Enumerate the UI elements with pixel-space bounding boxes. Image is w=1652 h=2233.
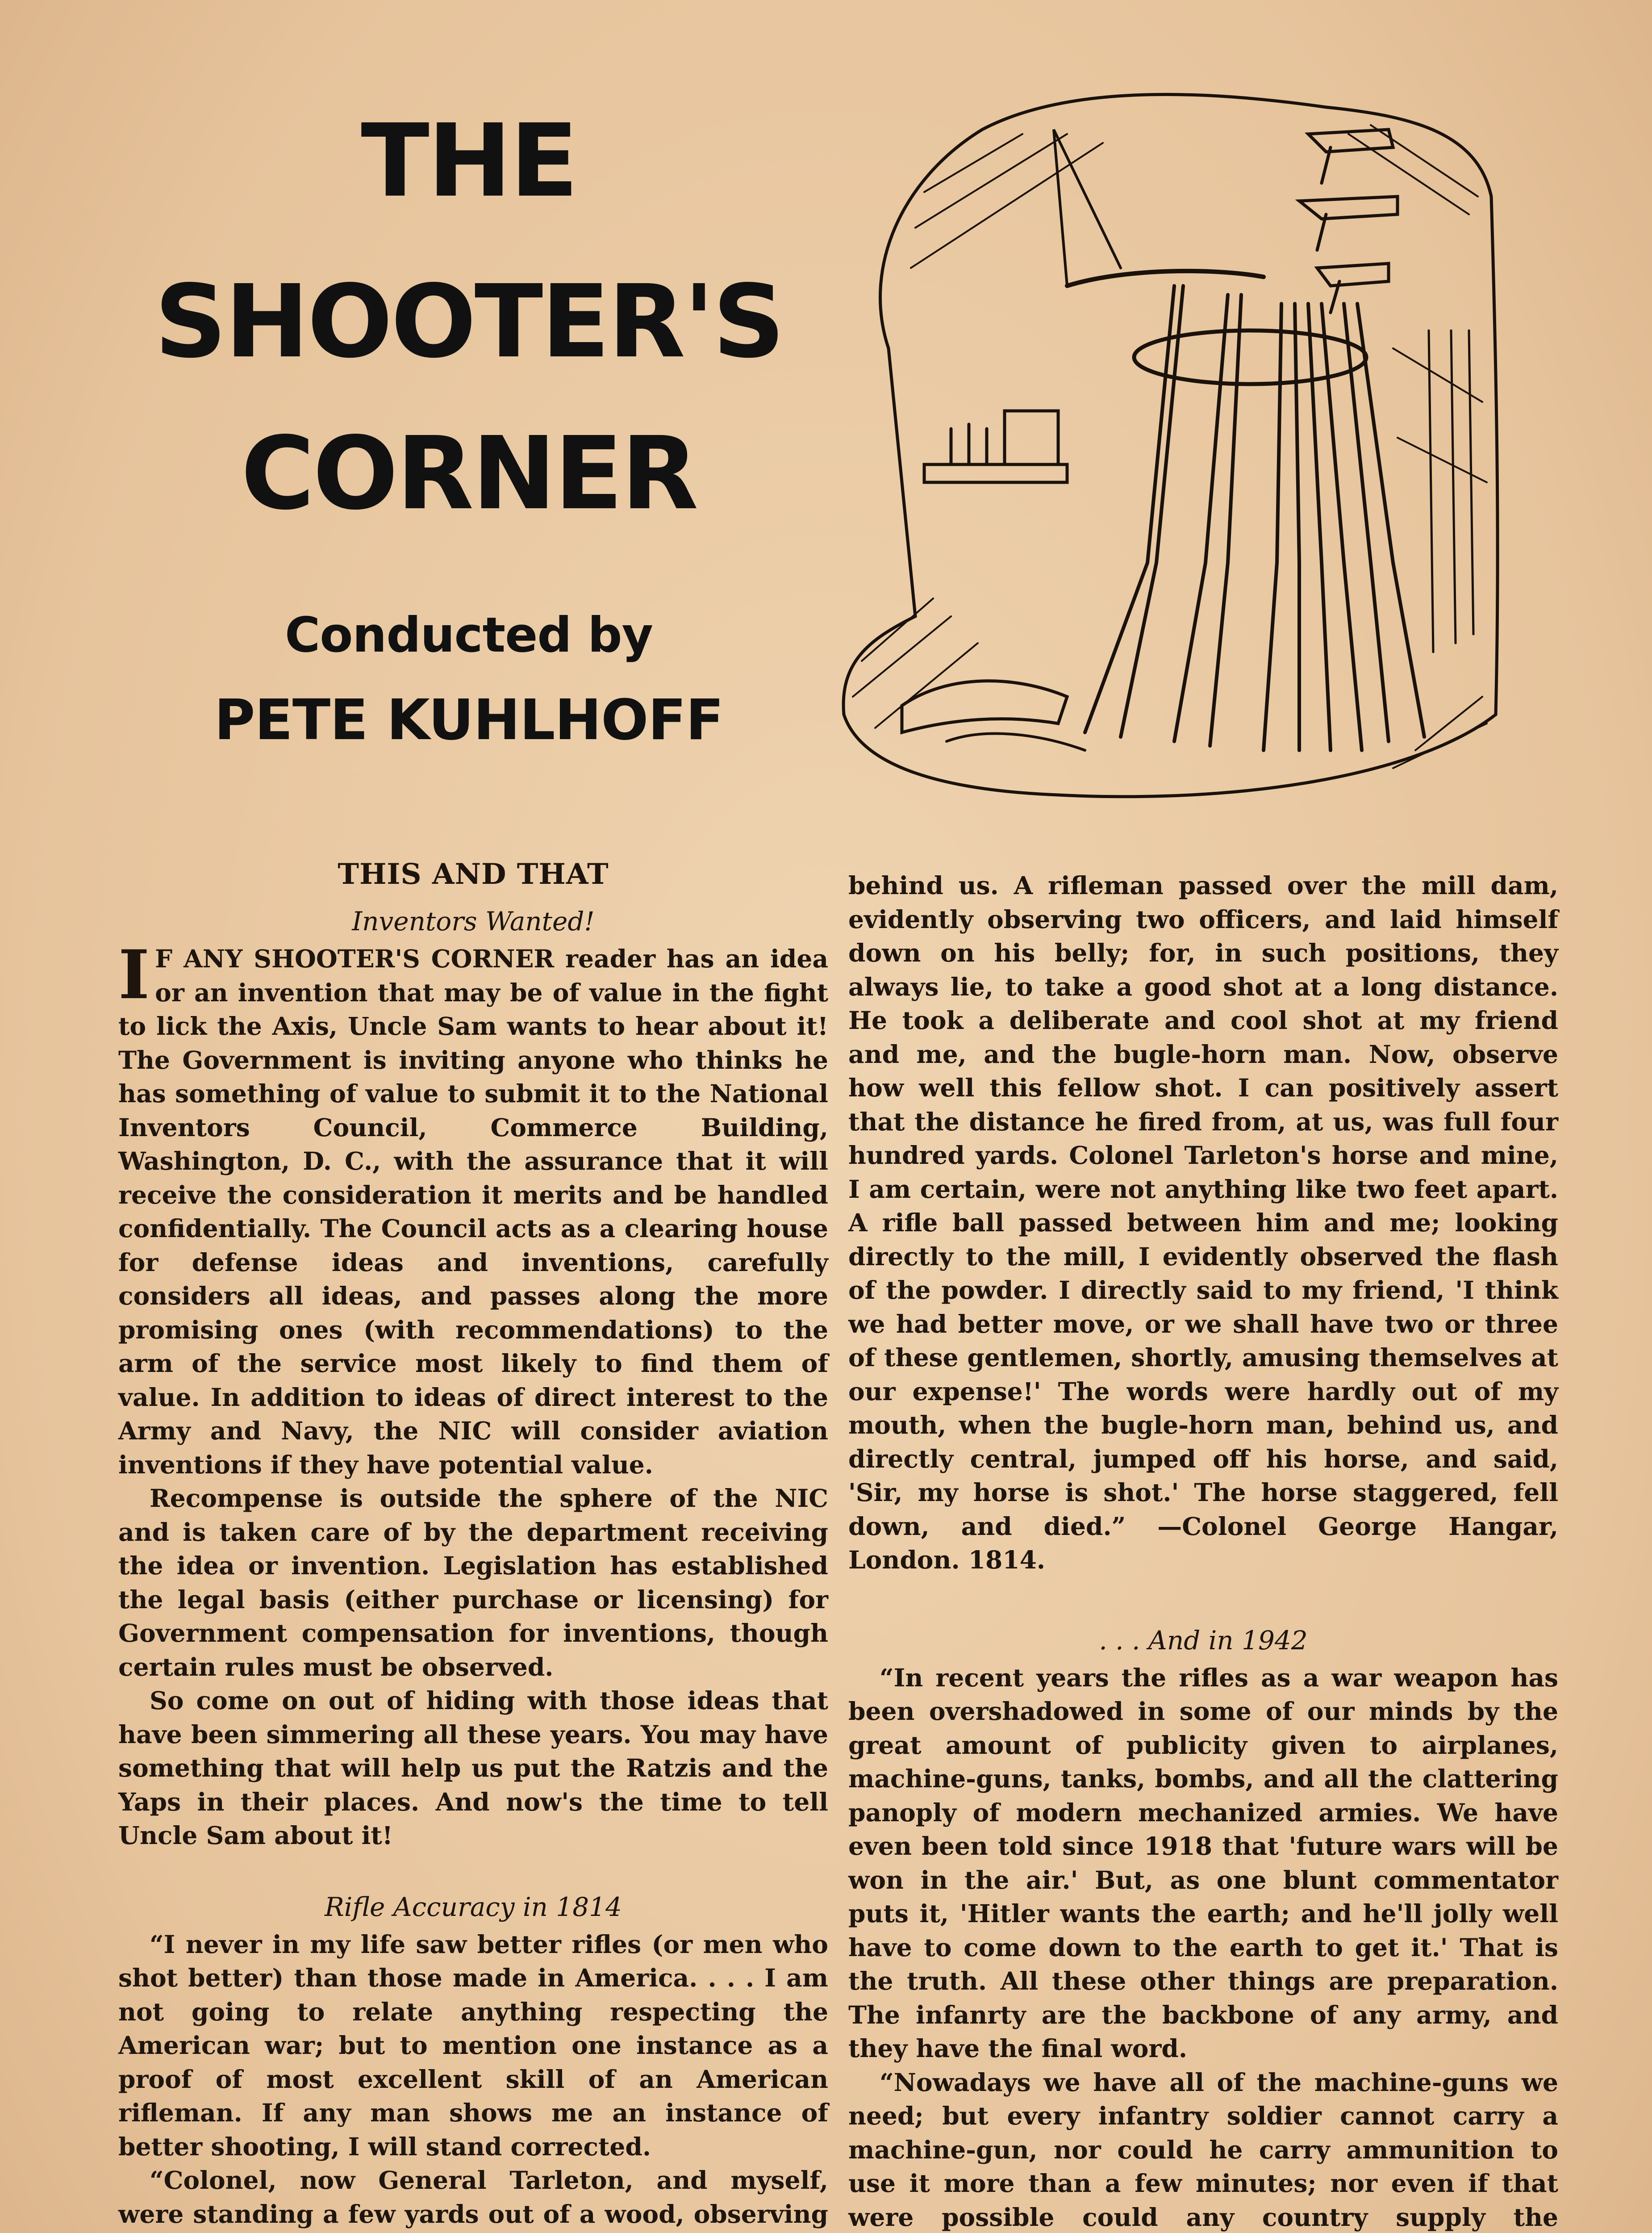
heading-inventors-wanted: Inventors Wanted! xyxy=(352,906,595,937)
rifle-paragraph-1: “I never in my life saw better rifles (or men who shot better) than those made in America. . . . I am not going to relate anything respecting the American war; but to mention one instance as a proof of most excellent skill of an American rifleman. If any man shows me an instance of better shooting, I will stand corrected. xyxy=(118,1929,828,2161)
left-column xyxy=(118,849,828,2233)
gun-rack-illustration xyxy=(835,80,1505,813)
right-column xyxy=(848,869,1558,2233)
title-line-3: CORNER xyxy=(241,415,697,532)
byline-author: PETE KUHLHOFF xyxy=(214,688,724,753)
1942-paragraph-1: “In recent years the rifles as a war weapon has been overshadowed in some of our minds by the great amount of publicity given to airplanes, machine-guns, tanks, bombs, and all the clattering panoply of modern mechanized armies. We have even been told since 1918 that 'future wars will be won in the air.' But, as one blunt commentator puts it, 'Hitler wants the earth; and he'll jolly well have to come down to the earth to get it.' That is the truth. All these other things are preparation. The infanrty are the backbone of any army, and they have the final word. xyxy=(848,1663,1558,2063)
drop-cap: I xyxy=(118,936,150,1014)
heading-rifle-accuracy-1814: Rifle Accuracy in 1814 xyxy=(325,1891,622,1922)
inventors-paragraph-3: So come on out of hiding with those ideas that have been simmering all these years. You may have something that will help us put the Ratzis and the Yaps in their places. And now's the time to tell Uncle Sam about it! xyxy=(118,1686,828,1850)
inventors-paragraph-2: Recompense is outside the sphere of the NIC and is taken care of by the department receiving the idea or invention. Legislation has established the legal basis (either purchase or licensing) for Government compensation for inventions, though certain rules must be observed. xyxy=(118,1484,828,1681)
inventors-paragraph-1 xyxy=(118,936,828,1481)
inventors-paragraph-1-text: F ANY SHOOTER'S CORNER reader has an idea or an invention that may be of value in the fight to lick the Axis, Uncle Sam wants to hear about it! The Government is inviting anyone who thinks he has something of value to submit it to the National Inventors Council, Commerce Building, Washington, D. C., with the assurance that it will receive the consideration it merits and be handled confidentially. The Council acts as a clearing house for defense ideas and inventions, carefully considers all ideas, and passes along the more promising ones (with recommendations) to the arm of the service most likely to find them of value. In addition to ideas of direct interest to the Army and Navy, the NIC will consider aviation inventions if they have potential value. xyxy=(118,944,828,1479)
heading-and-in-1942: . . . And in 1942 xyxy=(1099,1625,1308,1656)
1942-paragraph-2: “Nowadays we have all of the machine-guns we need; but every infantry soldier cannot carry a machine-gun, nor could he carry ammunition to use it more than a few minutes; nor even if that were possible could any country supply the xyxy=(848,2067,1558,2232)
title-line-2: SHOOTER'S xyxy=(154,263,784,381)
rifle-paragraph-2: “Colonel, now General Tarleton, and myself, were standing a few yards out of a wood, observing xyxy=(118,2166,828,2229)
rifle-paragraph-2-continued: behind us. A rifleman passed over the mill dam, evidently observing two officers, and laid himself down on his belly; for, in such positions, they always lie, to take a good shot at a long distance. He took a deliberate and cool shot at my friend and me, and the bugle-horn man. Now, observe how well this fellow shot. I can positively assert that the distance he fired from, at us, was full four hundred yards. Colonel Tarleton's horse and mine, I am certain, were not anything like two feet apart. A rifle ball passed between him and me; looking directly to the mill, I evidently observed the flash of the powder. I directly said to my friend, 'I think we had better move, or we shall have two or three of these gentlemen, shortly, amusing themselves at our expense!' The words were hardly out of my mouth, when the bugle-horn man, behind us, and directly central, jumped off his horse, and said, 'Sir, my horse is shot.' The horse staggered, fell down, and died.” —Colonel George Hangar, London. 1814. xyxy=(848,871,1558,1574)
section-title: THIS AND THAT xyxy=(338,857,609,891)
byline-conducted-by: Conducted by xyxy=(284,607,653,663)
title-line-1: THE xyxy=(361,103,577,220)
